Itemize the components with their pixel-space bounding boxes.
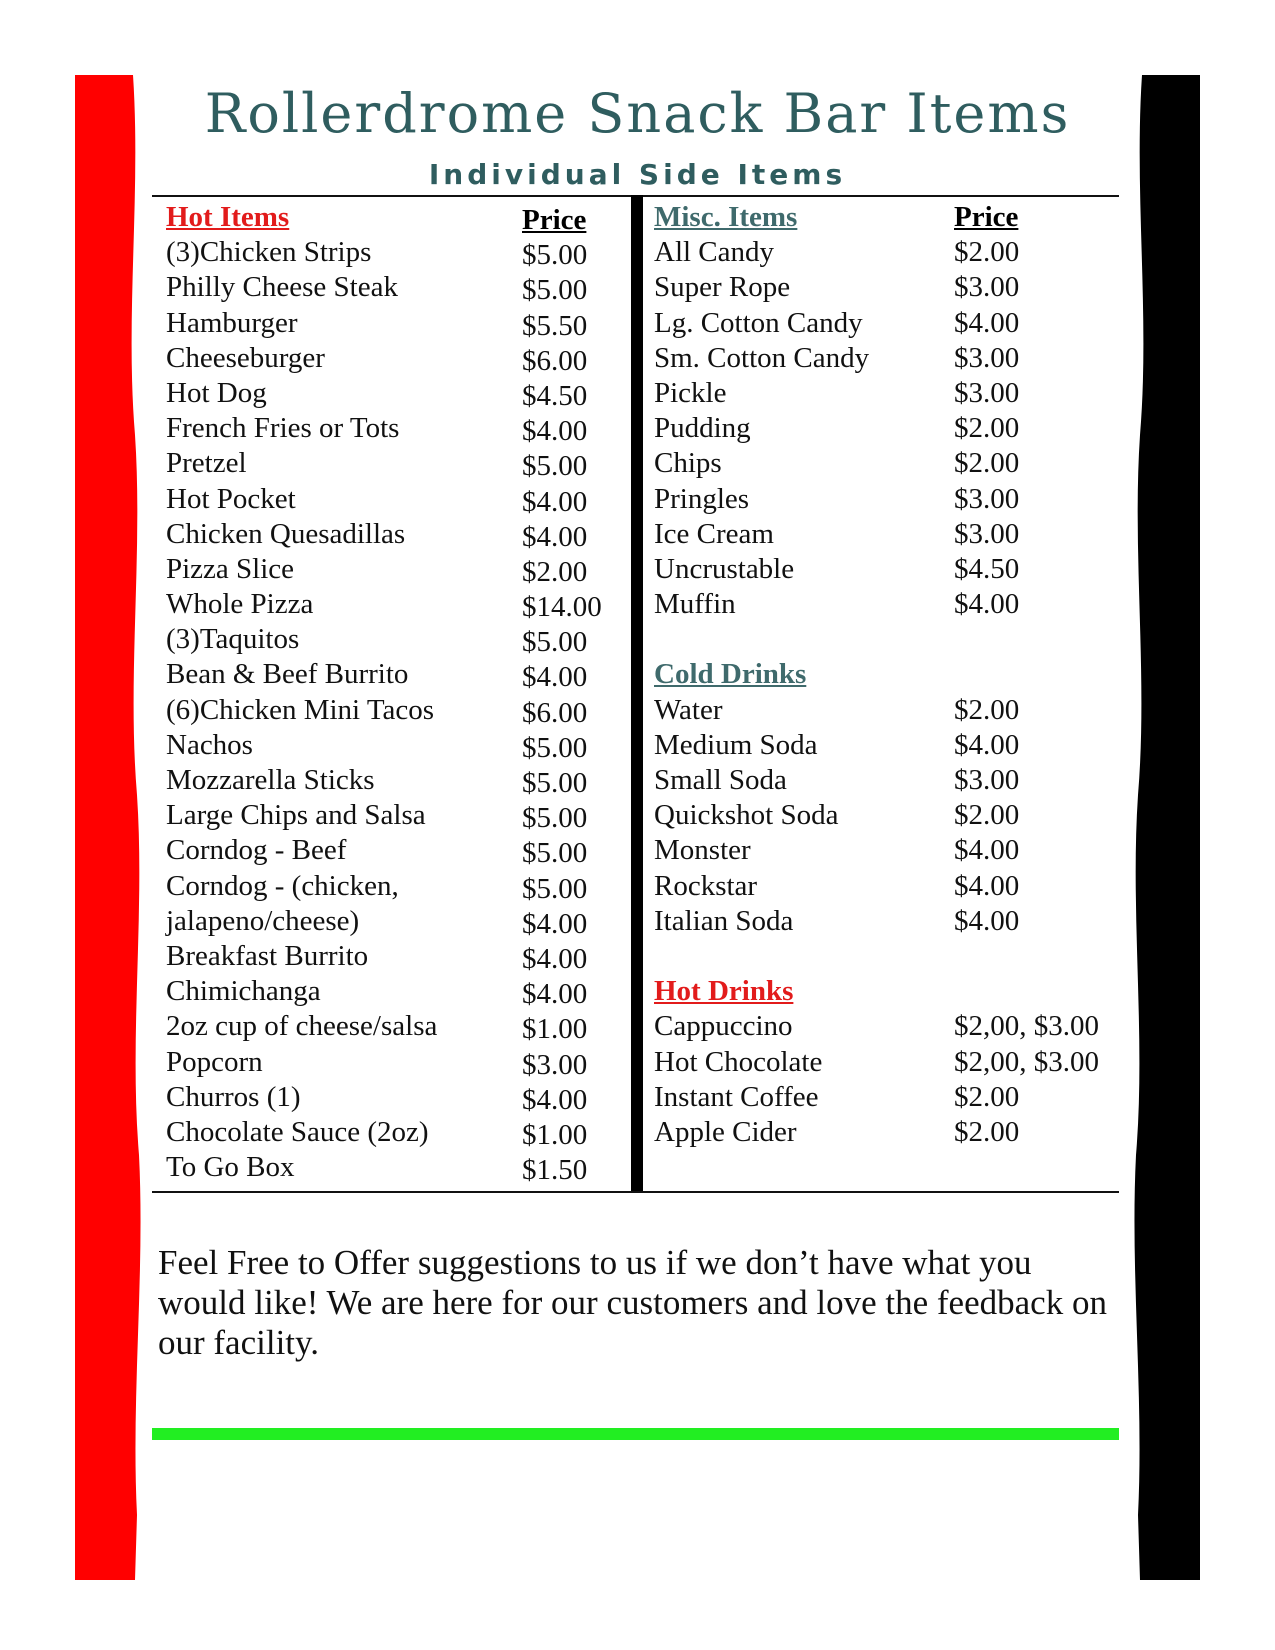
- hot-drink-row: [654, 1045, 1124, 1080]
- hot-item-price: $4.00: [522, 485, 588, 518]
- hot-item-name: 2oz cup of cheese/salsa: [166, 1010, 438, 1043]
- misc-item-name: Chips: [654, 447, 722, 480]
- hot-item-row: [166, 517, 626, 552]
- hot-item-price: $5.00: [522, 239, 588, 272]
- hot-item-name: Large Chips and Salsa: [166, 799, 426, 832]
- hot-item-price: $1.50: [522, 1154, 588, 1187]
- hot-item-name: Nachos: [166, 728, 253, 761]
- hot-items-list: [166, 235, 626, 1185]
- misc-item-price: $4.50: [954, 552, 1020, 585]
- hot-drink-name: Apple Cider: [654, 1115, 797, 1148]
- hot-item-name: (3)Chicken Strips: [166, 236, 372, 269]
- column-divider: [631, 195, 643, 1193]
- cold-drinks-list: [654, 693, 1124, 939]
- hot-item-price: $5.00: [522, 450, 588, 483]
- hot-item-row: [166, 939, 626, 974]
- hot-item-row: [166, 657, 626, 692]
- misc-item-price: $2.00: [954, 412, 1020, 445]
- hot-item-row: [166, 622, 626, 657]
- hot-item-price: $4.00: [522, 520, 588, 553]
- misc-item-name: Muffin: [654, 588, 736, 621]
- hot-item-price: $4.00: [522, 661, 588, 694]
- hot-item-name: Chocolate Sauce (2oz): [166, 1115, 429, 1148]
- misc-item-row: [654, 270, 1124, 305]
- cold-drink-price: $2.00: [954, 799, 1020, 832]
- misc-item-name: Pringles: [654, 482, 750, 515]
- hot-item-row: [166, 1150, 626, 1185]
- hot-item-price: $3.00: [522, 1048, 588, 1081]
- hot-item-row: [166, 270, 626, 305]
- cold-drink-price: $3.00: [954, 764, 1020, 796]
- misc-items-price-heading: Price: [954, 201, 1019, 233]
- hot-item-row: [166, 1045, 626, 1080]
- hot-item-name: jalapeno/cheese): [166, 904, 360, 937]
- hot-item-row: [166, 446, 626, 481]
- hot-item-row: [166, 552, 626, 587]
- hot-item-price: $5.00: [522, 802, 588, 835]
- hot-item-row: [166, 1115, 626, 1150]
- hot-item-row: [166, 587, 626, 622]
- hot-drink-price: $2.00: [954, 1080, 1020, 1113]
- hot-item-name: Whole Pizza: [166, 588, 314, 621]
- hot-item-name: Cheeseburger: [166, 341, 325, 374]
- hot-item-price: $5.00: [522, 626, 588, 659]
- misc-item-price: $3.00: [954, 376, 1020, 409]
- hot-item-price: $4.00: [522, 907, 588, 940]
- hot-item-name: Corndog - Beef: [166, 834, 347, 867]
- right-black-stripe: [1130, 75, 1200, 1580]
- hot-drinks-list: [654, 1009, 1124, 1150]
- misc-item-row: [654, 517, 1124, 552]
- left-red-stripe: [75, 75, 145, 1580]
- right-column: [654, 200, 1124, 1150]
- misc-item-price: $3.00: [954, 271, 1020, 304]
- hot-item-price: $6.00: [522, 696, 588, 729]
- hot-item-price: $5.00: [522, 767, 588, 799]
- hot-item-row: [166, 904, 626, 939]
- hot-item-price: $1.00: [522, 1013, 588, 1046]
- hot-item-row: [166, 341, 626, 376]
- cold-drink-row: [654, 763, 1124, 798]
- hot-item-row: [166, 693, 626, 728]
- hot-items-header-row: [166, 200, 626, 235]
- misc-item-name: Super Rope: [654, 271, 791, 304]
- hot-item-row: [166, 235, 626, 270]
- hot-items-column: [166, 200, 626, 1185]
- misc-item-row: [654, 587, 1124, 622]
- cold-drink-row: [654, 869, 1124, 904]
- hot-item-name: Chicken Quesadillas: [166, 517, 406, 550]
- misc-item-row: [654, 482, 1124, 517]
- hot-drink-name: Hot Chocolate: [654, 1045, 823, 1078]
- misc-item-name: All Candy: [654, 236, 775, 269]
- misc-item-row: [654, 411, 1124, 446]
- hot-item-name: Pizza Slice: [166, 552, 295, 585]
- hot-item-price: $4.00: [522, 978, 588, 1011]
- hot-drinks-header-row: [654, 974, 1124, 1009]
- cold-drink-name: Water: [654, 693, 723, 726]
- hot-item-name: Popcorn: [166, 1045, 263, 1078]
- green-divider-bar: [152, 1428, 1119, 1440]
- bottom-rule: [152, 1191, 1119, 1193]
- hot-item-price: $6.00: [522, 344, 588, 377]
- hot-item-price: $2.00: [522, 555, 588, 588]
- hot-item-row: [166, 376, 626, 411]
- hot-item-row: [166, 1080, 626, 1115]
- cold-drinks-heading: Cold Drinks: [654, 658, 807, 691]
- cold-drink-price: $4.00: [954, 869, 1020, 902]
- hot-item-price: $14.00: [522, 591, 602, 624]
- hot-item-name: French Fries or Tots: [166, 412, 400, 445]
- hot-item-price: $5.00: [522, 872, 588, 905]
- misc-items-heading: Misc. Items: [654, 201, 798, 233]
- hot-drink-row: [654, 1115, 1124, 1150]
- hot-item-price: $1.00: [522, 1118, 588, 1151]
- misc-item-name: Pickle: [654, 376, 727, 409]
- page-title: Rollerdrome Snack Bar Items: [204, 82, 1071, 145]
- cold-drink-row: [654, 904, 1124, 939]
- misc-item-price: $3.00: [954, 341, 1020, 374]
- misc-item-row: [654, 446, 1124, 481]
- hot-items-heading: Hot Items: [166, 201, 290, 233]
- hot-item-name: Breakfast Burrito: [166, 939, 369, 972]
- hot-item-name: Corndog - (chicken,: [166, 869, 399, 902]
- hot-drink-name: Cappuccino: [654, 1010, 793, 1043]
- hot-item-price: $4.00: [522, 415, 588, 448]
- cold-drink-price: $4.00: [954, 728, 1020, 761]
- hot-item-row: [166, 798, 626, 833]
- misc-item-price: $2.00: [954, 236, 1020, 269]
- hot-drink-price: $2.00: [954, 1115, 1020, 1148]
- hot-item-price: $4.50: [522, 379, 588, 412]
- hot-item-name: Mozzarella Sticks: [166, 764, 375, 796]
- hot-item-name: Philly Cheese Steak: [166, 271, 398, 304]
- footer-message: Feel Free to Offer suggestions to us if we don’t have what you would like! We are here for our customers and love the feedback on our facility.: [158, 1243, 1107, 1362]
- cold-drink-name: Monster: [654, 834, 751, 867]
- misc-item-price: $3.00: [954, 482, 1020, 515]
- hot-item-name: Pretzel: [166, 447, 247, 480]
- hot-item-row: [166, 728, 626, 763]
- misc-item-row: [654, 341, 1124, 376]
- cold-drink-row: [654, 693, 1124, 728]
- hot-drink-price: $2,00, $3.00: [954, 1045, 1099, 1078]
- misc-item-row: [654, 552, 1124, 587]
- hot-item-price: $5.50: [522, 309, 588, 342]
- hot-item-row: [166, 974, 626, 1009]
- hot-item-price: $5.00: [522, 731, 588, 764]
- misc-item-row: [654, 235, 1124, 270]
- hot-item-name: (3)Taquitos: [166, 623, 300, 656]
- cold-drink-price: $4.00: [954, 904, 1020, 937]
- hot-item-name: (6)Chicken Mini Tacos: [166, 693, 435, 726]
- hot-item-row: [166, 411, 626, 446]
- hot-item-row: [166, 482, 626, 517]
- cold-drink-price: $4.00: [954, 834, 1020, 867]
- hot-drink-row: [654, 1080, 1124, 1115]
- misc-item-price: $4.00: [954, 588, 1020, 621]
- cold-drink-row: [654, 833, 1124, 868]
- misc-item-name: Ice Cream: [654, 517, 774, 550]
- hot-item-row: [166, 1009, 626, 1044]
- hot-item-name: Hot Pocket: [166, 482, 296, 515]
- misc-item-name: Pudding: [654, 412, 751, 445]
- cold-drinks-header-row: [654, 657, 1124, 692]
- hot-item-row: [166, 763, 626, 798]
- hot-item-row: [166, 833, 626, 868]
- hot-items-price-heading: Price: [522, 204, 587, 236]
- hot-drink-row: [654, 1009, 1124, 1044]
- hot-item-price: $4.00: [522, 942, 588, 975]
- hot-item-name: To Go Box: [166, 1151, 295, 1184]
- cold-drink-row: [654, 798, 1124, 833]
- cold-drink-name: Rockstar: [654, 869, 758, 902]
- hot-item-price: $5.00: [522, 837, 588, 870]
- cold-drink-name: Quickshot Soda: [654, 799, 839, 832]
- hot-item-row: [166, 306, 626, 341]
- hot-item-name: Hot Dog: [166, 376, 267, 409]
- page-subtitle: Individual Side Items: [428, 158, 847, 191]
- hot-item-price: $5.00: [522, 274, 588, 307]
- misc-item-name: Uncrustable: [654, 552, 795, 585]
- hot-item-name: Hamburger: [166, 306, 298, 339]
- hot-item-name: Chimichanga: [166, 975, 321, 1008]
- hot-item-name: Bean & Beef Burrito: [166, 658, 409, 691]
- misc-item-row: [654, 306, 1124, 341]
- hot-item-price: $4.00: [522, 1083, 588, 1116]
- cold-drink-name: Small Soda: [654, 764, 787, 796]
- hot-item-row: [166, 869, 626, 904]
- hot-drinks-heading: Hot Drinks: [654, 975, 794, 1008]
- hot-item-name: Churros (1): [166, 1080, 301, 1113]
- misc-item-price: $4.00: [954, 306, 1020, 339]
- cold-drink-row: [654, 728, 1124, 763]
- misc-items-list: [654, 235, 1124, 622]
- hot-drink-name: Instant Coffee: [654, 1080, 819, 1113]
- misc-item-price: $2.00: [954, 447, 1020, 480]
- misc-items-header-row: [654, 200, 1124, 235]
- hot-drink-price: $2,00, $3.00: [954, 1010, 1099, 1043]
- cold-drink-name: Medium Soda: [654, 728, 818, 761]
- misc-item-name: Lg. Cotton Candy: [654, 306, 863, 339]
- misc-item-price: $3.00: [954, 517, 1020, 550]
- cold-drink-name: Italian Soda: [654, 904, 794, 937]
- misc-item-row: [654, 376, 1124, 411]
- cold-drink-price: $2.00: [954, 693, 1020, 726]
- misc-item-name: Sm. Cotton Candy: [654, 341, 870, 374]
